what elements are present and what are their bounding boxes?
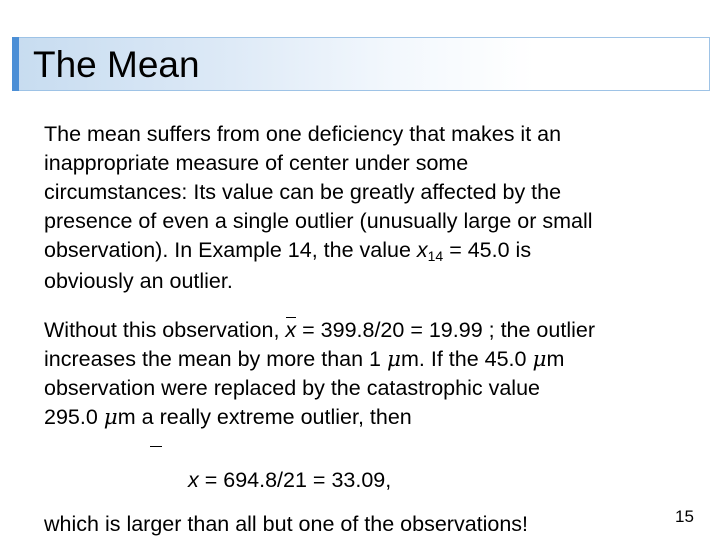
text-segment: m. If the 45.0 xyxy=(400,347,533,371)
result-equation xyxy=(188,466,391,495)
text-line: The mean suffers from one deficiency that makes it an xyxy=(44,122,562,146)
text-segment: m a really extreme outlier, then xyxy=(117,405,412,429)
text-line xyxy=(44,345,704,374)
text-segment: = 399.8/20 = 19.99 ; the outlier xyxy=(296,318,595,342)
variable-x: x xyxy=(416,238,428,262)
page-number: 15 xyxy=(675,507,694,526)
paragraph-without-outlier xyxy=(44,316,704,432)
text-line xyxy=(44,316,704,345)
variable-x: x xyxy=(188,468,199,492)
mu-symbol: μ xyxy=(532,347,547,372)
text-segment: increases the mean by more than 1 xyxy=(44,347,387,371)
x-bar-symbol: x xyxy=(285,316,296,345)
text-line: circumstances: Its value can be greatly affected by the xyxy=(44,180,562,204)
text-line xyxy=(44,236,704,267)
text-line: presence of even a single outlier (unusually large or small xyxy=(44,209,593,233)
x-bar-overline xyxy=(150,446,162,447)
equation-text: = 694.8/21 = 33.09, xyxy=(198,468,392,492)
text-line: inappropriate measure of center under some xyxy=(44,151,469,175)
text-segment: m xyxy=(546,347,565,371)
slide-title: The Mean xyxy=(33,44,200,85)
mu-symbol: μ xyxy=(387,347,401,372)
text-segment: = 45.0 is xyxy=(443,238,532,262)
text-segment: Without this observation, xyxy=(44,318,286,342)
paragraph-outlier-deficiency xyxy=(44,120,704,296)
closing-statement: which is larger than all but one of the observations! xyxy=(44,512,529,536)
title-accent-bar xyxy=(12,37,19,91)
mu-symbol: μ xyxy=(103,405,118,430)
text-line xyxy=(44,403,704,432)
text-line: observation were replaced by the catastrophic value xyxy=(44,376,540,400)
subscript-14: 14 xyxy=(427,248,444,264)
text-segment: 295.0 xyxy=(44,405,104,429)
text-line: obviously an outlier. xyxy=(44,269,233,293)
text-segment: observation). In Example 14, the value xyxy=(44,238,417,262)
